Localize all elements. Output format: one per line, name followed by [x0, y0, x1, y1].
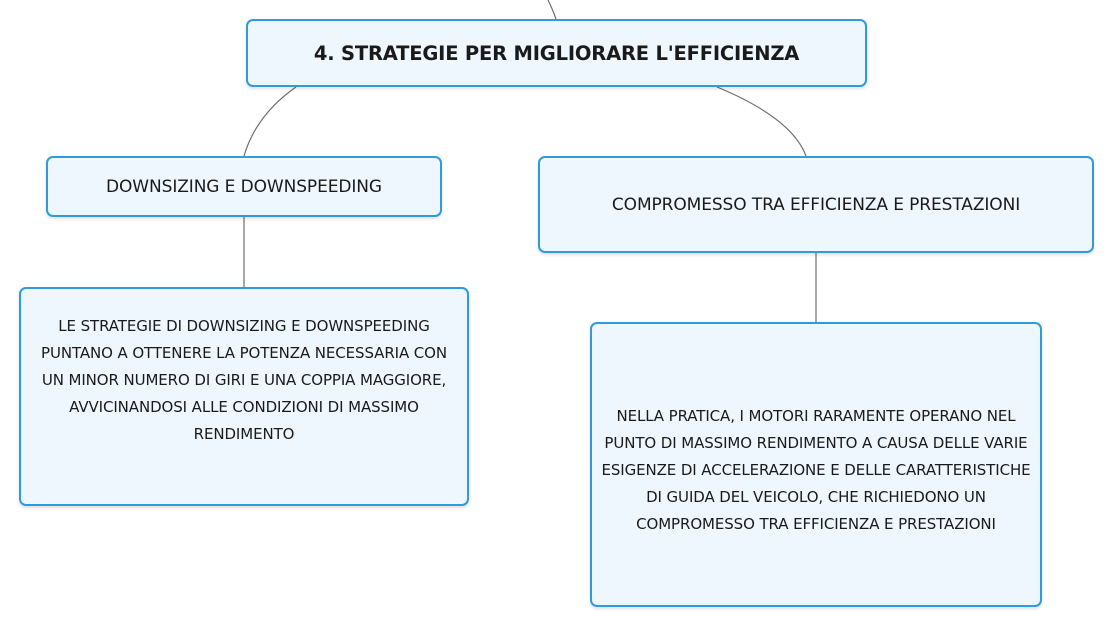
detail-text-downsizing: LE STRATEGIE DI DOWNSIZING E DOWNSPEEDING PUNTANO A OTTENERE LA POTENZA NECESSARIA CON UN MINOR NUMERO DI GIRI E UNA COPPIA MAGGIORE, AVVICINANDOSI ALLE CONDIZIONI DI MASSIMO RENDIMENTO — [41, 317, 447, 443]
detail-node-compromesso[interactable] — [590, 322, 1042, 607]
branch-node-compromesso[interactable] — [538, 156, 1094, 253]
branch-label-compromesso: COMPROMESSO TRA EFFICIENZA E PRESTAZIONI — [611, 194, 1021, 215]
connector-root-to-compromesso — [717, 87, 806, 156]
branch-node-downsizing[interactable] — [46, 156, 442, 217]
connector-parent-to-root — [548, 0, 556, 19]
root-topic-label: 4. STRATEGIE PER MIGLIORARE L'EFFICIENZA — [313, 41, 800, 65]
branch-label-downsizing: DOWNSIZING E DOWNSPEEDING — [106, 176, 382, 197]
detail-node-downsizing[interactable] — [19, 287, 469, 506]
connector-root-to-downsizing — [244, 87, 296, 156]
detail-text-compromesso: NELLA PRATICA, I MOTORI RARAMENTE OPERANO NEL PUNTO DI MASSIMO RENDIMENTO A CAUSA DELLE VARIE ESIGENZE DI ACCELERAZIONE E DELLE CARATTERISTICHE DI GUIDA DEL VEICOLO, CHE RICHIEDONO UN COMPROMESSO TRA EFFICIENZA E PRESTAZIONI — [601, 407, 1031, 533]
root-topic-node[interactable] — [246, 19, 867, 87]
